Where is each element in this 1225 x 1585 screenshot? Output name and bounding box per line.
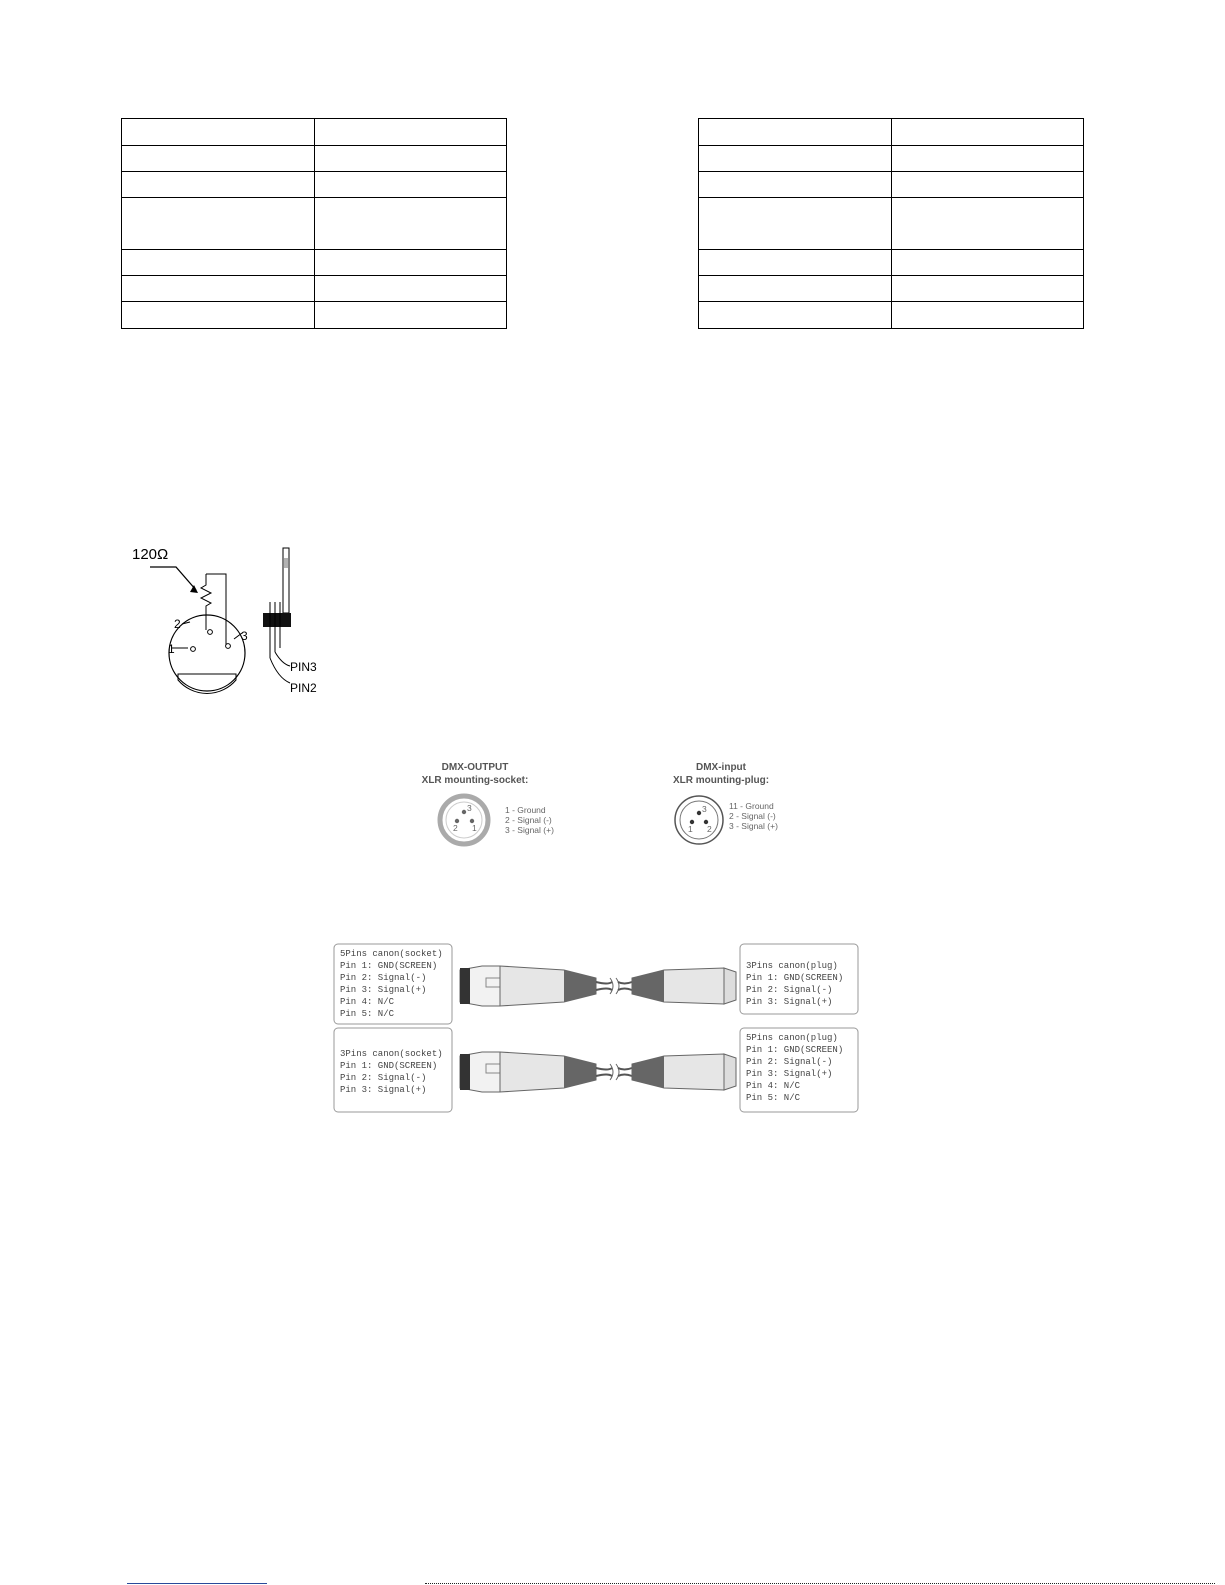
wire-label-pin3: PIN3 [290, 660, 317, 674]
spec-table-left-cell [122, 250, 315, 276]
resistor-symbol [201, 574, 211, 630]
wire-label-pin2: PIN2 [290, 681, 317, 695]
spec-table-left-cell [122, 276, 315, 302]
spec-table-left-row [122, 172, 507, 198]
spec-table-right-cell [891, 172, 1084, 198]
spec-table-right-cell [699, 302, 892, 329]
spec-table-left-cell [314, 146, 507, 172]
output-title-line2: XLR mounting-socket: [421, 775, 529, 786]
resistance-label: 120Ω [132, 546, 169, 563]
cable-wire-right-2 [618, 1068, 632, 1076]
spec-table-left-row [122, 302, 507, 329]
spec-table-right-row [699, 119, 1084, 146]
spec-table-right-cell [891, 276, 1084, 302]
spec-table-left-row [122, 146, 507, 172]
pin-label-2: 2 [174, 617, 181, 631]
spec-table-left-cell [314, 172, 507, 198]
cable-5pin-to-3pin [334, 944, 858, 1024]
input-title-line2: XLR mounting-plug: [672, 775, 770, 786]
output-pin-1-label: 1 - Ground [505, 805, 546, 815]
cable-break-icon [610, 978, 619, 994]
dmx-terminator-diagram [130, 540, 350, 700]
plug-connector-head [724, 968, 736, 1004]
cable-bottom-right-line-1: 5Pins canon(plug) [746, 1033, 838, 1043]
spec-table-left-cell [314, 250, 507, 276]
cable-bottom-right-line-6: Pin 5: N/C [746, 1093, 801, 1103]
cable-wire-right [618, 982, 632, 990]
cable-top-left-line-3: Pin 2: Signal(-) [340, 973, 427, 983]
output-pin-3-dot [462, 810, 466, 814]
spec-table-right-row [699, 198, 1084, 250]
cable-bottom-right-line-5: Pin 4: N/C [746, 1081, 801, 1091]
input-title-line1: DMX-input [696, 762, 746, 773]
input-pin-number-3: 3 [702, 804, 707, 814]
input-plug-face [680, 801, 718, 839]
resistor-pointer-arrow [150, 567, 196, 590]
spec-table-right-cell [699, 146, 892, 172]
cable-top-left-line-6: Pin 5: N/C [340, 1009, 395, 1019]
socket-strain-relief-2 [564, 1056, 596, 1088]
plug-strain-relief [632, 970, 664, 1002]
spec-table-right-cell [891, 146, 1084, 172]
cable-bottom-left-line-3: Pin 2: Signal(-) [340, 1073, 427, 1083]
dmx-input-group [673, 762, 778, 844]
output-pin-number-3: 3 [467, 803, 472, 813]
spec-table-left-body [122, 119, 507, 329]
input-pin-1-label: 11 - Ground [729, 801, 774, 811]
cable-top-left-line-4: Pin 3: Signal(+) [340, 985, 427, 995]
adapter-cable-diagram [332, 942, 860, 1114]
spec-table-right-cell [891, 119, 1084, 146]
cable-top-right-line-4: Pin 3: Signal(+) [746, 997, 833, 1007]
spec-table-right-row [699, 146, 1084, 172]
spec-table-right [698, 118, 1084, 329]
input-pin-number-2: 2 [707, 824, 712, 834]
spec-table-right-cell [699, 119, 892, 146]
spec-table-left-cell [122, 198, 315, 250]
input-pin-number-1: 1 [688, 824, 693, 834]
terminator-pin-2 [208, 630, 213, 635]
spec-table-right-cell [891, 198, 1084, 250]
output-pin-2-label: 2 - Signal (-) [505, 815, 552, 825]
input-pin-3-label: 3 - Signal (+) [729, 821, 778, 831]
spec-table-right-row [699, 302, 1084, 329]
spec-table-right-cell [699, 276, 892, 302]
footer-dotted-rule [425, 1583, 1215, 1584]
cable-top-left-line-2: Pin 1: GND(SCREEN) [340, 961, 438, 971]
spec-table-right-row [699, 172, 1084, 198]
spec-table-left-row [122, 250, 507, 276]
socket-connector-face-2 [460, 1054, 470, 1090]
spec-table-left-cell [314, 119, 507, 146]
spec-table-right-body [699, 119, 1084, 329]
spec-table-right-row [699, 276, 1084, 302]
terminator-pin-3 [226, 644, 231, 649]
xlr-connector-diagram [405, 755, 805, 855]
cable-bottom-left-line-1: 3Pins canon(socket) [340, 1049, 443, 1059]
terminator-pin-1 [191, 647, 196, 652]
cable-top-right-line-2: Pin 1: GND(SCREEN) [746, 973, 844, 983]
spec-table-right-cell [699, 172, 892, 198]
spec-table-right-cell [699, 198, 892, 250]
spec-table-left [121, 118, 507, 329]
wire-leaders [270, 652, 290, 683]
cable-bottom-right-line-2: Pin 1: GND(SCREEN) [746, 1045, 844, 1055]
spec-table-right-cell [891, 250, 1084, 276]
spec-table-right-cell [891, 302, 1084, 329]
output-pin-number-2: 2 [453, 823, 458, 833]
spec-table-left-row [122, 198, 507, 250]
cable-break-icon-2 [610, 1064, 619, 1080]
cable-3pin-to-5pin [334, 1028, 858, 1112]
cable-bottom-right-line-3: Pin 2: Signal(-) [746, 1057, 833, 1067]
cable-wire-left [596, 982, 612, 990]
input-pin-3-dot [697, 811, 701, 815]
spec-table-left-cell [314, 302, 507, 329]
spec-table-left-cell [314, 276, 507, 302]
socket-connector-face [460, 968, 470, 1004]
spec-table-right-row [699, 250, 1084, 276]
spec-table-left-cell [122, 146, 315, 172]
cable-wire-left-2 [596, 1068, 612, 1076]
output-pin-number-1: 1 [472, 823, 477, 833]
cable-top-left-line-5: Pin 4: N/C [340, 997, 395, 1007]
cable-top-right-line-3: Pin 2: Signal(-) [746, 985, 833, 995]
pin-label-leaders [172, 622, 242, 648]
arrow-head-icon [190, 585, 198, 593]
cable-bottom-left-line-4: Pin 3: Signal(+) [340, 1085, 427, 1095]
plug-strain-relief-2 [632, 1056, 664, 1088]
cable-bottom-left-line-2: Pin 1: GND(SCREEN) [340, 1061, 438, 1071]
heat-shrink-sleeve [263, 613, 291, 627]
cable-bottom-right-line-4: Pin 3: Signal(+) [746, 1069, 833, 1079]
pin-label-3: 3 [241, 629, 248, 643]
output-pin-3-label: 3 - Signal (+) [505, 825, 554, 835]
cable-top-left-line-1: 5Pins canon(socket) [340, 949, 443, 959]
cable-jacket [283, 548, 289, 613]
output-title-line1: DMX-OUTPUT [441, 762, 509, 773]
spec-table-left-row [122, 119, 507, 146]
dmx-output-group [422, 762, 554, 844]
spec-table-left-cell [122, 119, 315, 146]
spec-table-left-cell [122, 302, 315, 329]
spec-table-left-cell [314, 198, 507, 250]
spec-table-left-cell [122, 172, 315, 198]
plug-connector-head-2 [724, 1054, 736, 1090]
cable-top-right-line-1: 3Pins canon(plug) [746, 961, 838, 971]
socket-strain-relief [564, 970, 596, 1002]
spec-table-right-cell [699, 250, 892, 276]
spec-table-left-row [122, 276, 507, 302]
pin-label-1: 1 [168, 642, 175, 656]
input-pin-2-label: 2 - Signal (-) [729, 811, 776, 821]
footer-link-underline [127, 1583, 267, 1584]
